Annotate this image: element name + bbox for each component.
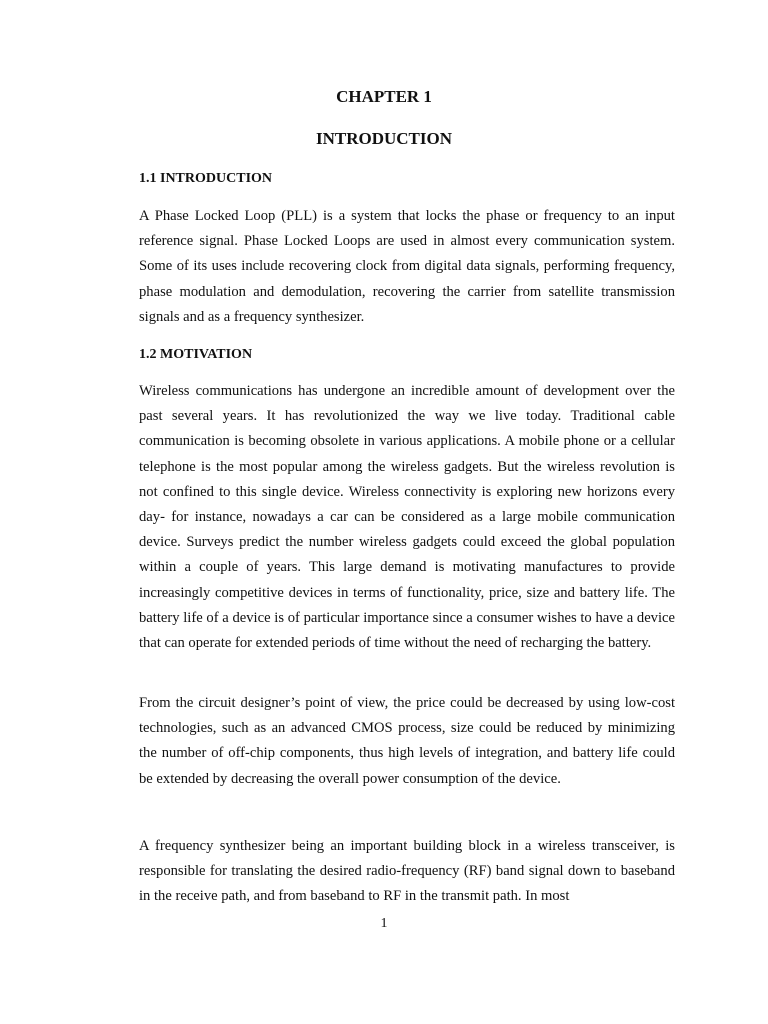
paragraph-circuit-designer: From the circuit designer’s point of view, the price could be decreased by using low-cost technologies, such as an advanced CMOS process, size could be reduced by minimizing the number of off-chip components, thus high levels of integration, and battery life could be extended by decreasing the overall power consumption of the device. [139, 695, 675, 787]
section-heading-introduction: 1.1 INTRODUCTION [139, 171, 273, 186]
chapter-title: INTRODUCTION [315, 129, 453, 148]
chapter-label: CHAPTER 1 [336, 87, 432, 106]
paragraph-wireless-communications: Wireless communications has undergone an incredible amount of development over the past several years. It has revolutionized the way we live today. Traditional cable communication is becoming obsolete in various applications. A mobile phone or a cellular telephone is the most popular among the wireless gadgets. But the wireless revolution is not confined to this single device. Wireless connectivity is exploring new horizons every day- for instance, nowadays a car can be considered as a large mobile communication device. Surveys predict the number wireless gadgets could exceed the global population within a couple of years. This large demand is motivating manufactures to provide increasingly competitive devices in terms of functionality, price, size and battery life. The battery life of a device is of particular importance since a consumer wishes to have a device that can operate for extended periods of time without the need of recharging the battery. [139, 383, 675, 652]
paragraph-frequency-synthesizer: A frequency synthesizer being an important building block in a wireless transceiver, is responsible for translating the desired radio-frequency (RF) band signal down to baseband in the receive path, and from baseband to RF in the transmit path. In most [139, 838, 675, 905]
paragraph-pll-definition: A Phase Locked Loop (PLL) is a system that locks the phase or frequency to an input reference signal. Phase Locked Loops are used in almost every communication system. Some of its uses include recovering clock from digital data signals, performing frequency, phase modulation and demodulation, recovering the carrier from satellite transmission signals and as a frequency synthesizer. [139, 208, 675, 325]
page-number: 1 [380, 916, 388, 931]
section-heading-motivation: 1.2 MOTIVATION [139, 347, 253, 362]
